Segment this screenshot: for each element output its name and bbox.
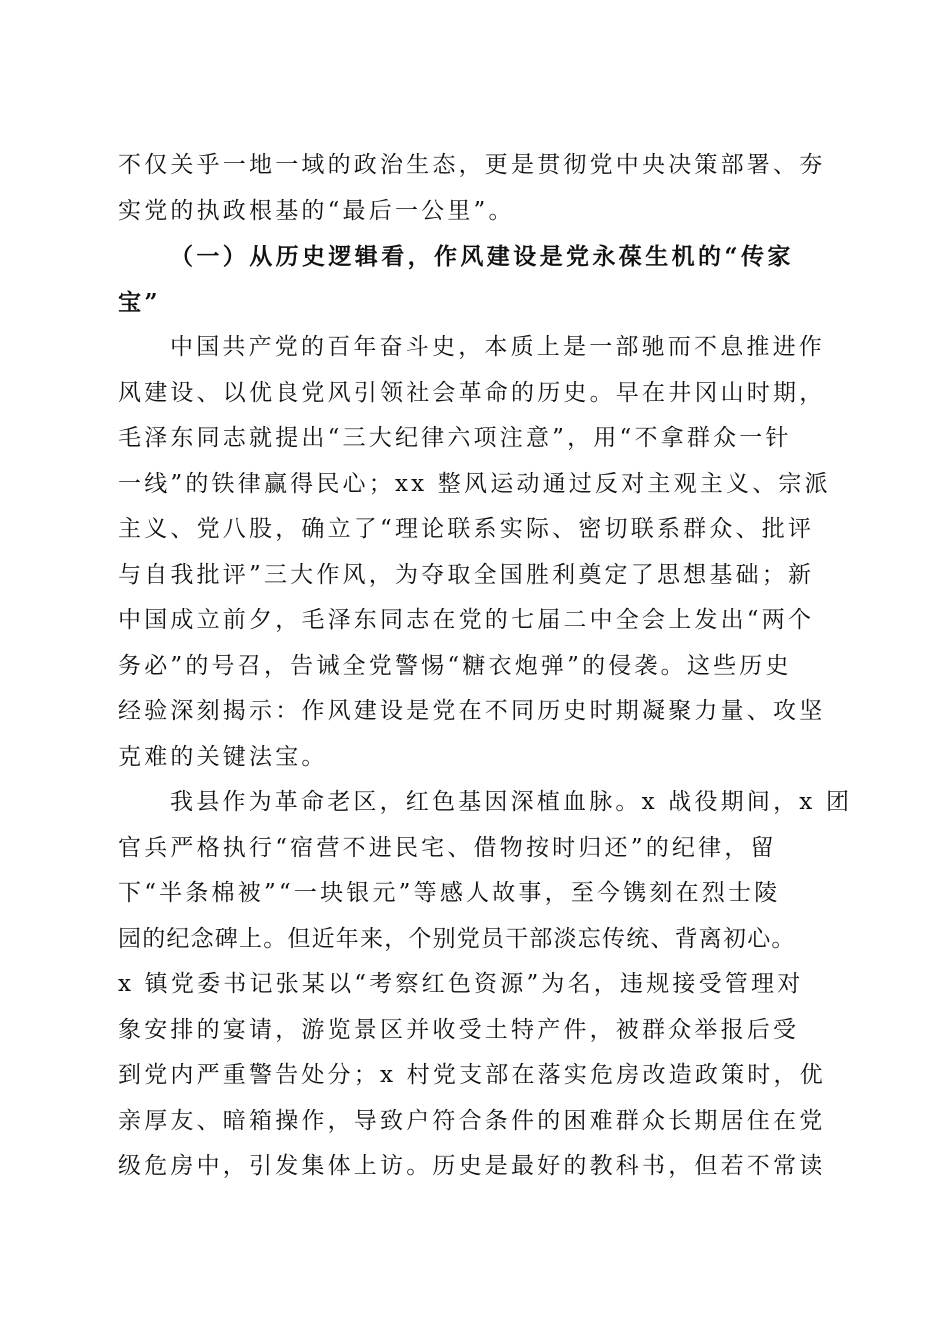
text-line: 风建设、以优良党风引领社会革命的历史。早在井冈山时期， [118, 379, 826, 406]
text-line: 一线”的铁律赢得民心；xx 整风运动通过反对主观主义、宗派 [118, 470, 831, 497]
text-line: 经验深刻揭示：作风建设是党在不同历史时期凝聚力量、攻坚 [118, 698, 826, 724]
text-line: 亲厚友、暗箱操作，导致户符合条件的困难群众长期居住在党 [118, 1107, 826, 1134]
paragraph-county [118, 780, 853, 1190]
text-line: 我县作为革命老区，红色基因深植血脉。x 战役期间，x 团 [170, 789, 853, 815]
text-line: 主义、党八股，确立了“理论联系实际、密切联系群众、批评 [118, 516, 815, 542]
text-line: 级危房中，引发集体上访。历史是最好的教科书，但若不常读 [118, 1153, 826, 1179]
text-line: 毛泽东同志就提出“三大纪律六项注意”，用“不拿群众一针 [118, 425, 792, 451]
text-line: 中国共产党的百年奋斗史，本质上是一部驰而不息推进作 [170, 334, 825, 360]
text-line: 务必”的号召，告诫全党警惕“糖衣炮弹”的侵袭。这些历史 [118, 652, 792, 679]
paragraph-history [118, 325, 830, 780]
text-line: 下“半条棉被”“一块银元”等感人故事，至今镌刻在烈士陵 [118, 880, 781, 906]
text-line: 不仅关乎一地一域的政治生态，更是贯彻党中央决策部署、夯 [118, 152, 826, 178]
heading-line: （一）从历史逻辑看，作风建设是党永葆生机的“传家 [170, 243, 794, 270]
document-body [118, 143, 853, 1190]
text-line: 克难的关键法宝。 [118, 743, 328, 770]
section-heading [118, 234, 830, 325]
text-line: 园的纪念碑上。但近年来，个别党员干部淡忘传统、背离初心。 [118, 925, 796, 952]
text-line: 到党内严重警告处分；x 村党支部在落实危房改造政策时，优 [118, 1062, 826, 1088]
text-line: x 镇党委书记张某以“考察红色资源”为名，违规接受管理对 [118, 971, 804, 997]
text-line: 与自我批评”三大作风，为夺取全国胜利奠定了思想基础；新 [118, 561, 815, 588]
text-line: 实党的执政根基的“最后一公里”。 [118, 197, 515, 224]
text-line: 象安排的宴请，游览景区并收受土特产件，被群众举报后受 [118, 1016, 800, 1043]
paragraph-intro [118, 143, 830, 234]
text-line: 中国成立前夕，毛泽东同志在党的七届二中全会上发出“两个 [118, 607, 815, 633]
text-line: 官兵严格执行“宿营不进民宅、借物按时归还”的纪律，留 [118, 834, 777, 861]
heading-line: 宝” [118, 288, 162, 316]
